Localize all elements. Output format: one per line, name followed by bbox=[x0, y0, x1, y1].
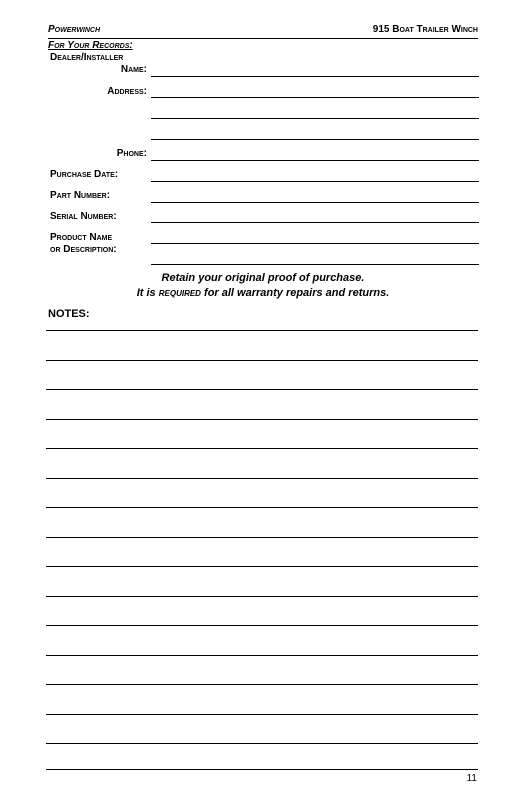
phone-label: Phone: bbox=[116, 148, 147, 159]
product-name-field-line2[interactable] bbox=[151, 264, 479, 265]
notes-line[interactable] bbox=[46, 625, 478, 626]
dealer-name-field[interactable] bbox=[151, 76, 479, 77]
notes-line[interactable] bbox=[46, 566, 478, 567]
section-title: For Your Records: bbox=[48, 40, 133, 51]
notes-line[interactable] bbox=[46, 655, 478, 656]
notes-line[interactable] bbox=[46, 596, 478, 597]
notes-line[interactable] bbox=[46, 478, 478, 479]
dealer-label-line1: Dealer/Installer bbox=[50, 52, 124, 63]
serial-number-field[interactable] bbox=[151, 222, 479, 223]
dealer-label-line2: Name: bbox=[120, 64, 147, 75]
phone-field[interactable] bbox=[151, 160, 479, 161]
document-title: 915 Boat Trailer Winch bbox=[372, 24, 478, 35]
notice-line2 bbox=[48, 287, 478, 299]
purchase-date-field[interactable] bbox=[151, 181, 479, 182]
serial-number-label: Serial Number: bbox=[50, 211, 117, 222]
product-name-label-line1: Product Name bbox=[50, 232, 113, 243]
purchase-date-label: Purchase Date: bbox=[50, 169, 119, 180]
notes-line[interactable] bbox=[46, 507, 478, 508]
notes-line[interactable] bbox=[46, 743, 478, 744]
notes-line[interactable] bbox=[46, 389, 478, 390]
notes-line[interactable] bbox=[46, 360, 478, 361]
notice-line1: Retain your original proof of purchase. bbox=[161, 272, 365, 284]
part-number-field[interactable] bbox=[151, 202, 479, 203]
notice-text-after: for all warranty repairs and returns. bbox=[200, 287, 390, 299]
notes-label: NOTES: bbox=[48, 308, 90, 320]
notes-line[interactable] bbox=[46, 684, 478, 685]
address-field-line1[interactable] bbox=[151, 97, 479, 98]
notes-line[interactable] bbox=[46, 714, 478, 715]
notes-line[interactable] bbox=[46, 448, 478, 449]
notice-text-before: It is bbox=[136, 287, 159, 299]
address-field-line3[interactable] bbox=[151, 139, 479, 140]
part-number-label: Part Number: bbox=[50, 190, 111, 201]
product-name-label-line2: or Description: bbox=[50, 244, 117, 255]
notes-line[interactable] bbox=[46, 330, 478, 331]
notes-line[interactable] bbox=[46, 769, 478, 770]
notice-emphasis: required bbox=[158, 287, 201, 299]
page-number: 11 bbox=[466, 773, 477, 784]
brand-name: Powerwinch bbox=[48, 24, 101, 35]
address-label: Address: bbox=[107, 86, 147, 97]
address-field-line2[interactable] bbox=[151, 118, 479, 119]
notes-line[interactable] bbox=[46, 419, 478, 420]
notes-line[interactable] bbox=[46, 537, 478, 538]
page-header bbox=[48, 24, 478, 39]
product-name-field-line1[interactable] bbox=[151, 243, 479, 244]
